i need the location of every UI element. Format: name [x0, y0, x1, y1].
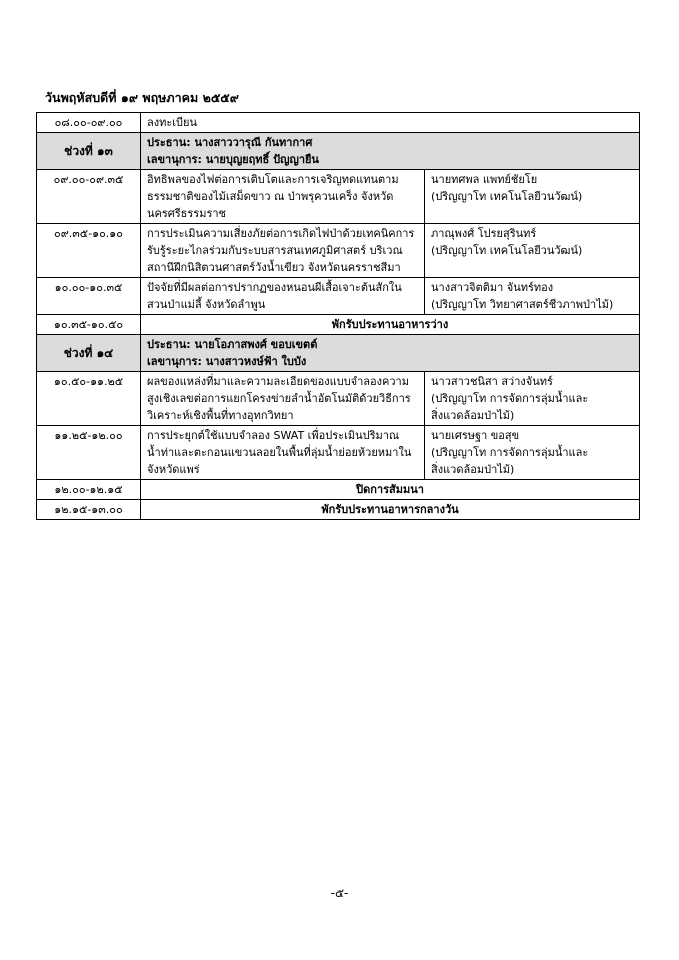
speaker-program: (ปริญญาโท การจัดการลุ่มน้ำและ — [431, 446, 589, 459]
time-cell: ๑๐.๓๕-๑๐.๕๐ — [37, 315, 141, 335]
title-line: สูงเชิงเลขต่อการแยกโครงข่ายลำน้ำอัตโนมัติด้วยวิธีการ — [147, 392, 411, 405]
title-line: รับรู้ระยะไกลร่วมกับระบบสารสนเทศภูมิศาสตร์ บริเวณ — [147, 244, 403, 257]
speaker-cell — [425, 426, 640, 480]
time-cell: ๑๒.๑๕-๑๓.๐๐ — [37, 500, 141, 520]
time-cell: ๑๐.๕๐-๑๑.๒๕ — [37, 372, 141, 426]
time-cell: ๐๙.๐๐-๐๙.๓๕ — [37, 170, 141, 224]
presentation-title — [141, 170, 425, 224]
speaker-name: นางสาวจิตติมา จันทร์ทอง — [431, 281, 554, 294]
page-number: -๕- — [330, 886, 349, 900]
break-row — [37, 500, 640, 520]
speaker-name: นาวสาวชนิสา สว่างจันทร์ — [431, 375, 553, 388]
time-cell: ๑๑.๒๕-๑๒.๐๐ — [37, 426, 141, 480]
schedule-row — [37, 372, 640, 426]
speaker-program: สิ่งแวดล้อมป่าไม้) — [431, 409, 515, 422]
speaker-cell — [425, 224, 640, 278]
speaker-cell — [425, 372, 640, 426]
session-header-row — [37, 133, 640, 170]
title-line: ปัจจัยที่มีผลต่อการปรากฏของหนอนผีเสื้อเจาะต้นสักใน — [147, 281, 402, 294]
time-cell: ๑๒.๐๐-๑๒.๑๕ — [37, 480, 141, 500]
presentation-title — [141, 278, 425, 315]
title-line: อิทธิพลของไฟต่อการเติบโตและการเจริญทดแทนตาม — [147, 173, 399, 186]
time-cell: ๑๐.๐๐-๑๐.๓๕ — [37, 278, 141, 315]
schedule-row — [37, 278, 640, 315]
schedule-row — [37, 224, 640, 278]
title-line: การประยุกต์ใช้แบบจำลอง SWAT เพื่อประเมินปริมาณ — [147, 429, 400, 442]
speaker-cell — [425, 278, 640, 315]
session-chair: ประธาน: นางสาววารุณี กันทากาศ — [147, 136, 313, 149]
title-line: ผลของแหล่งที่มาและความละเอียดของแบบจำลองความ — [147, 375, 409, 388]
session-officers — [141, 335, 640, 372]
title-line: สวนป่าแม่ลี้ จังหวัดลำพูน — [147, 298, 266, 311]
speaker-name: นายทศพล แพทย์ชัยโย — [431, 173, 538, 186]
session-secretary: เลขานุการ: นายบุญยฤทธิ์ ปัญญายืน — [147, 153, 319, 166]
presentation-title — [141, 426, 425, 480]
lunch-label: พักรับประทานอาหารกลางวัน — [141, 500, 640, 520]
schedule-row — [37, 113, 640, 133]
speaker-program: (ปริญญาโท วิทยาศาสตร์ชีวภาพป่าไม้) — [431, 298, 614, 311]
closing-label: ปิดการสัมมนา — [141, 480, 640, 500]
title-line: วิเคราะห์เชิงพื้นที่ทางอุทกวิทยา — [147, 409, 294, 422]
session-label: ช่วงที่ ๑๓ — [37, 133, 141, 170]
session-secretary: เลขานุการ: นางสาวหงษ์ฟ้า ใบบัง — [147, 355, 307, 368]
speaker-name: ภาณุพงศ์ โปรยสุรินทร์ — [431, 227, 537, 240]
schedule-row — [37, 426, 640, 480]
session-header-row — [37, 335, 640, 372]
title-line: ธรรมชาติของไม้เสม็ดขาว ณ ป่าพรุควนเคร็ง จังหวัด — [147, 190, 394, 203]
session-label: ช่วงที่ ๑๔ — [37, 335, 141, 372]
schedule-row — [37, 170, 640, 224]
title-line: สถานีฝึกนิสิตวนศาสตร์วังน้ำเขียว จังหวัดนครราชสีมา — [147, 261, 401, 274]
activity-cell: ลงทะเบียน — [141, 113, 640, 133]
time-cell: ๐๘.๐๐-๐๙.๐๐ — [37, 113, 141, 133]
session-officers — [141, 133, 640, 170]
speaker-program: (ปริญญาโท เทคโนโลยีวนวัฒน์) — [431, 244, 583, 257]
presentation-title — [141, 224, 425, 278]
speaker-name: นายเศรษฐา ขอสุข — [431, 429, 520, 442]
break-label: พักรับประทานอาหารว่าง — [141, 315, 640, 335]
title-line: การประเมินความเสี่ยงภัยต่อการเกิดไฟป่าด้วยเทคนิคการ — [147, 227, 415, 240]
title-line: น้ำท่าและตะกอนแขวนลอยในพื้นที่ลุ่มน้ำย่อยห้วยหมาใน — [147, 446, 412, 459]
break-row — [37, 315, 640, 335]
speaker-cell — [425, 170, 640, 224]
speaker-program: (ปริญญาโท เทคโนโลยีวนวัฒน์) — [431, 190, 583, 203]
time-cell: ๐๙.๓๕-๑๐.๑๐ — [37, 224, 141, 278]
session-chair: ประธาน: นายโอภาสพงศ์ ขอบเขตต์ — [147, 338, 318, 351]
speaker-program: สิ่งแวดล้อมป่าไม้) — [431, 463, 515, 476]
schedule-table — [36, 112, 640, 520]
closing-row — [37, 480, 640, 500]
title-line: นครศรีธรรมราช — [147, 207, 227, 220]
presentation-title — [141, 372, 425, 426]
speaker-program: (ปริญญาโท การจัดการลุ่มน้ำและ — [431, 392, 589, 405]
title-line: จังหวัดแพร่ — [147, 463, 200, 476]
day-heading: วันพฤหัสบดีที่ ๑๙ พฤษภาคม ๒๕๕๙ — [45, 90, 239, 105]
